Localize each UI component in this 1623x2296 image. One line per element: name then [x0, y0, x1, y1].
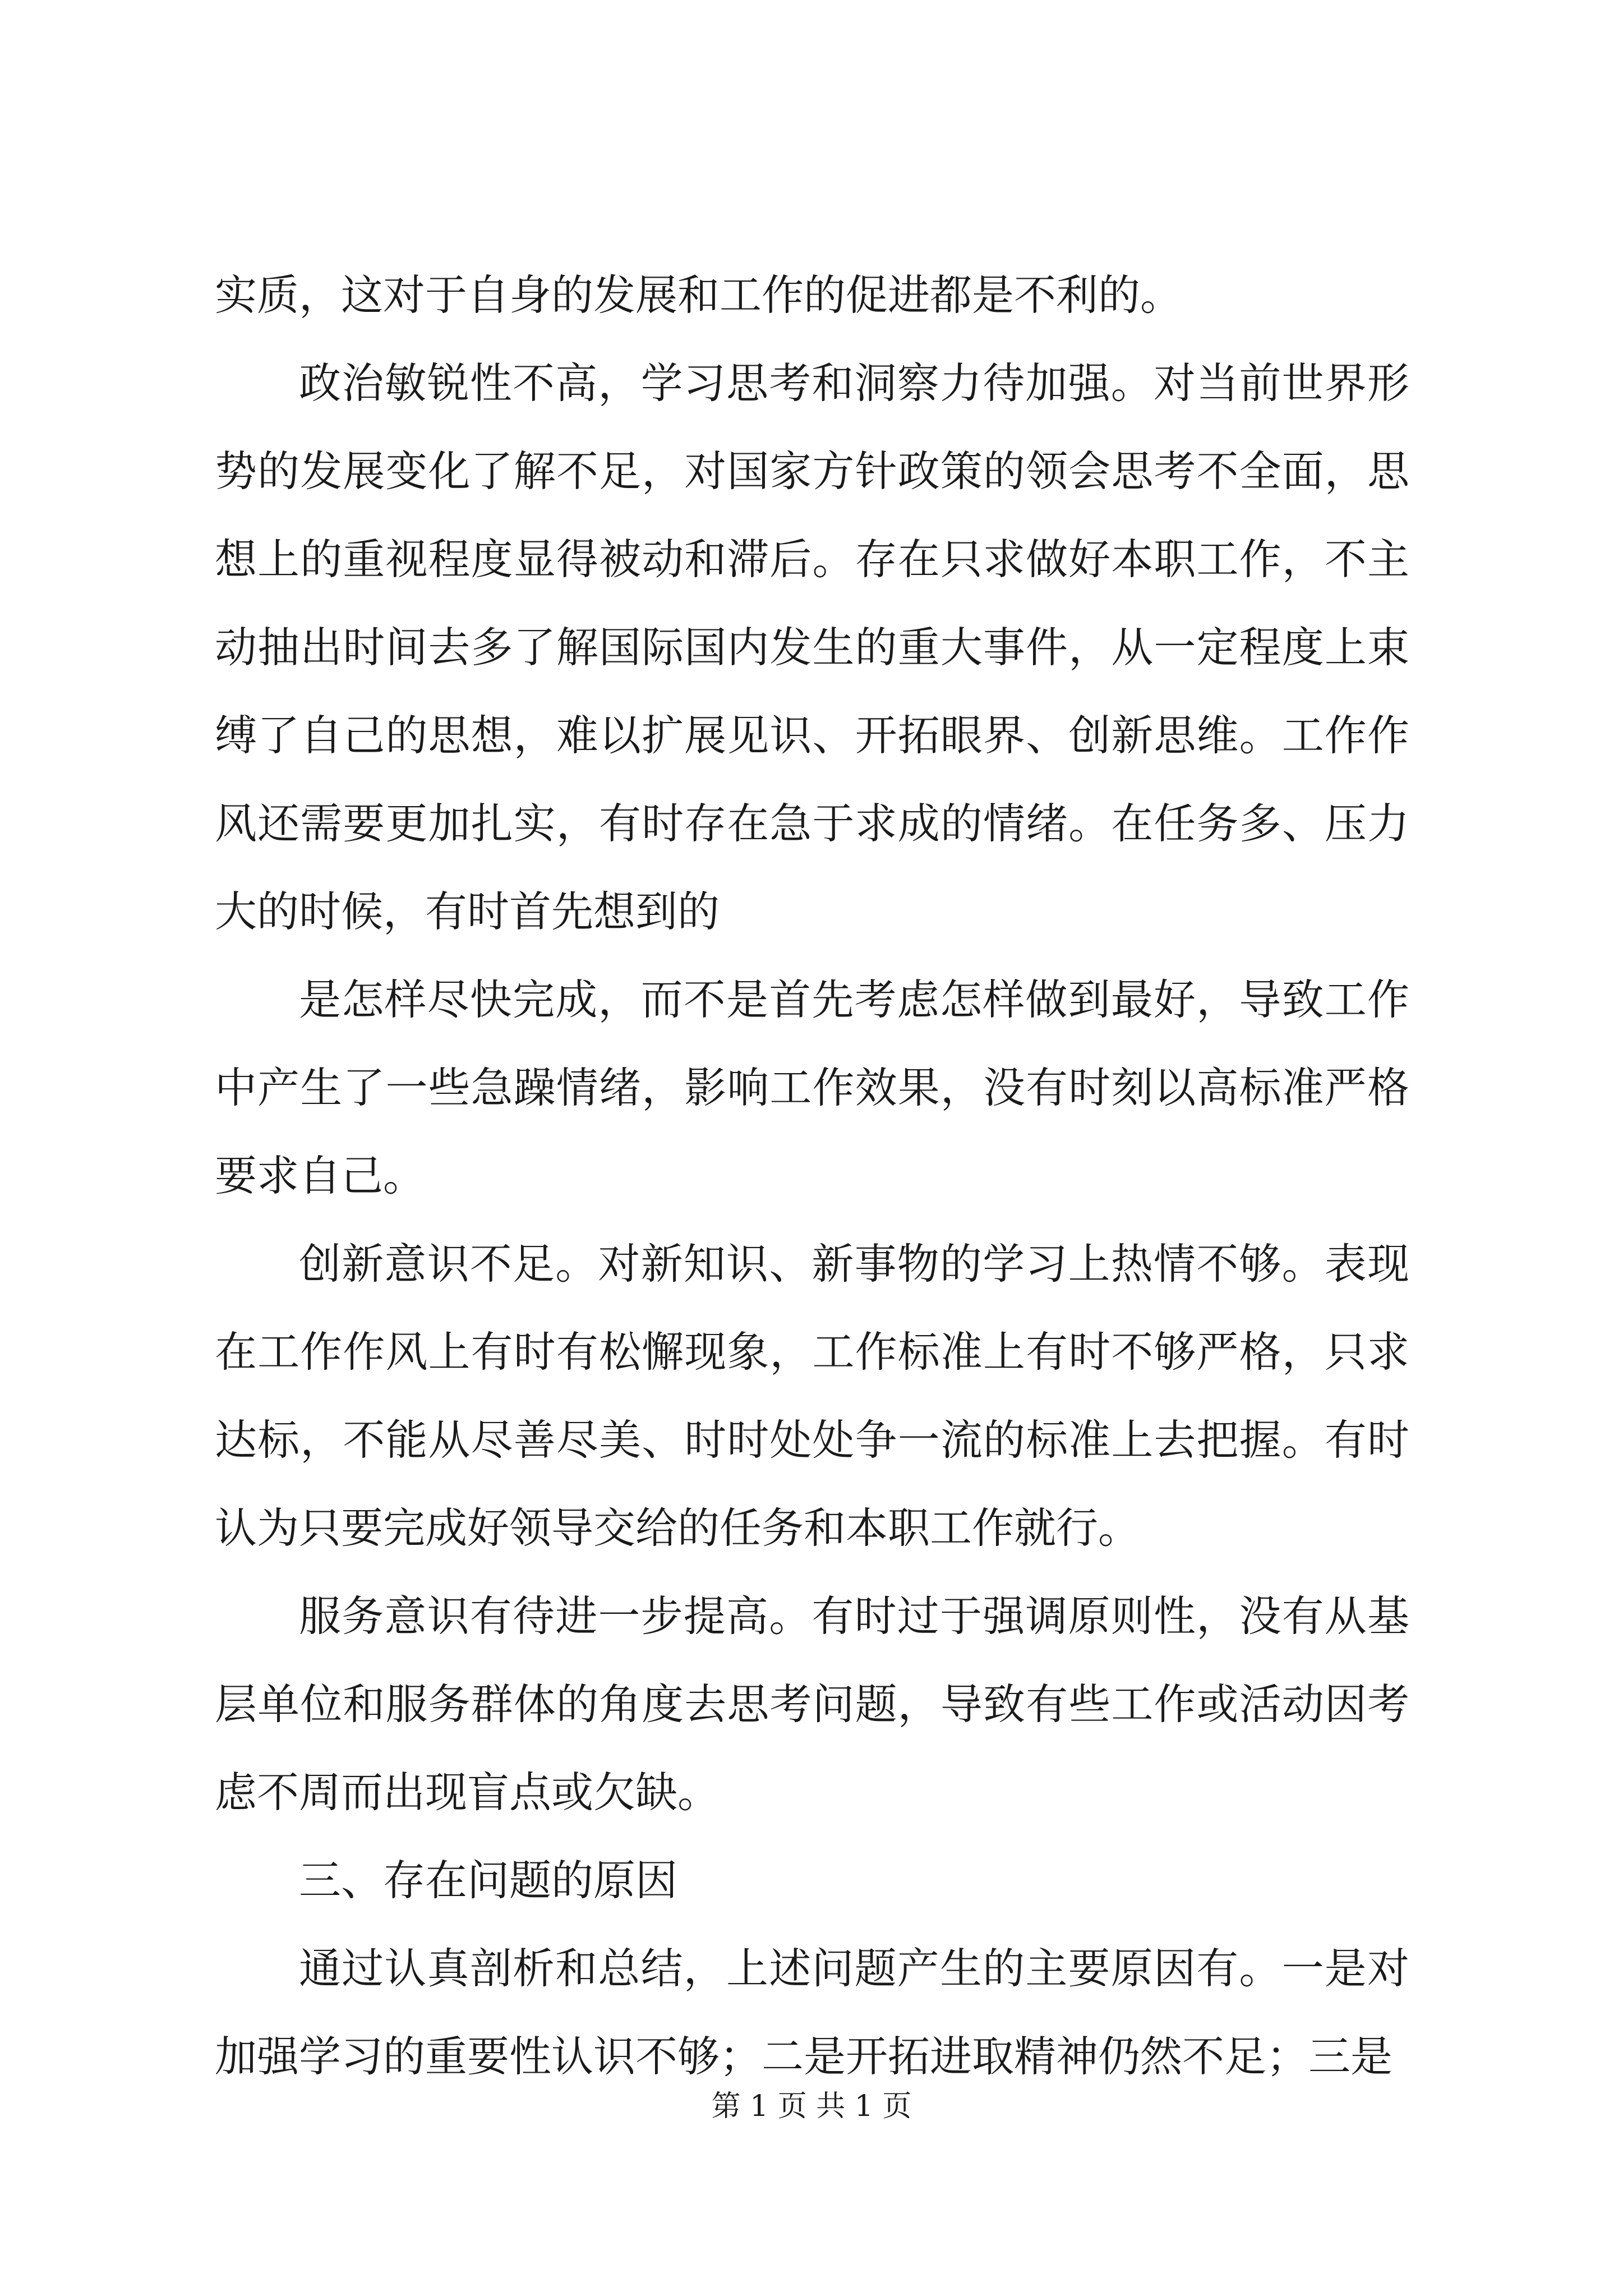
paragraph-3: 是怎样尽快完成，而不是首先考虑怎样做到最好，导致工作中产生了一些急躁情绪，影响工作效果，没有时刻以高标准严格要求自己。 [215, 975, 1409, 1200]
paragraph-2: 政治敏锐性不高，学习思考和洞察力待加强。对当前世界形势的发展变化了解不足，对国家方针政策的领会思考不全面，思想上的重视程度显得被动和滞后。存在只求做好本职工作，不主动抽出时间去多了解国际国内发生的重大事件，从一定程度上束缚了自己的思想，难以扩展见识、开拓眼界、创新思维。工作作风还需要更加扎实，有时存在急于求成的情绪。在任务多、压力大的时候，有时首先想到的 [215, 358, 1409, 936]
section-heading: 三、存在问题的原因 [299, 1856, 678, 1905]
document-body [215, 251, 1409, 2101]
page-number-footer: 第 1 页 共 1 页 [711, 2090, 912, 2123]
paragraph-5: 服务意识有待进一步提高。有时过于强调原则性，没有从基层单位和服务群体的角度去思考问题，导致有些工作或活动因考虑不周而出现盲点或欠缺。 [215, 1591, 1409, 1817]
paragraph-7: 通过认真剖析和总结，上述问题产生的主要原因有。一是对加强学习的重要性认识不够；二是开拓进取精神仍然不足；三是 [215, 1944, 1409, 2081]
paragraph-1: 实质，这对于自身的发展和工作的促进都是不利的。 [215, 270, 1183, 320]
paragraph-4: 创新意识不足。对新知识、新事物的学习上热情不够。表现在工作作风上有时有松懈现象，工作标准上有时不够严格，只求达标，不能从尽善尽美、时时处处争一流的标准上去把握。有时认为只要完成好领导交给的任务和本职工作就行。 [215, 1239, 1409, 1553]
